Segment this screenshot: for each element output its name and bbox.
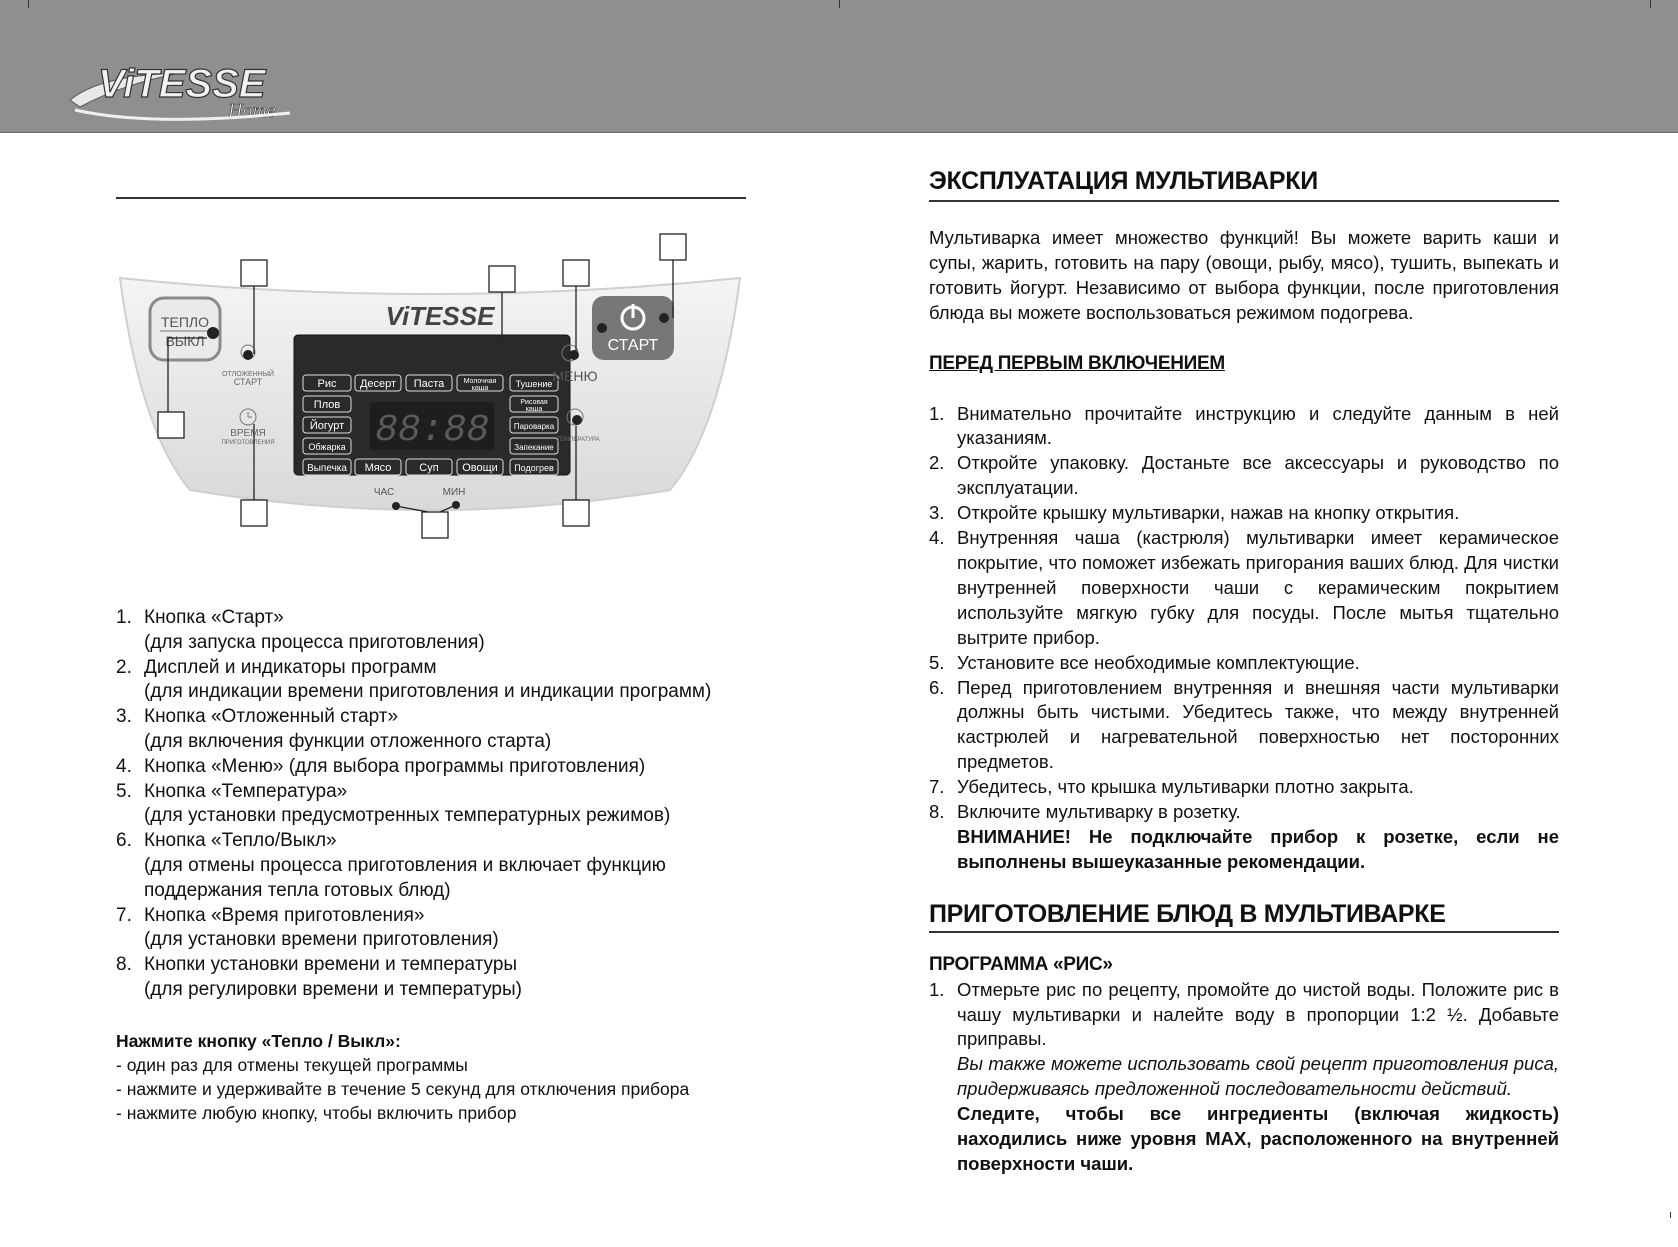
- note-title: Нажмите кнопку «Тепло / Выкл»:: [116, 1030, 401, 1051]
- cook-time-label: ВРЕМЯ: [230, 428, 266, 439]
- list-item: 1. Кнопка «Старт» (для запуска процесса приготовления): [116, 607, 485, 653]
- title-rule: [929, 200, 1559, 202]
- warm-label: ТЕПЛО: [160, 314, 210, 330]
- program-milk-porridge-2: каша: [471, 385, 489, 392]
- list-item: 1. Внимательно прочитайте инструкцию и следуйте данным в ней указаниям.: [929, 402, 1559, 449]
- temperature-label: ТЕМПЕРАТУРА: [556, 437, 600, 443]
- before-first-use-list: [929, 402, 1559, 875]
- rice-program-list: [929, 978, 1559, 1177]
- control-panel-diagram: [110, 230, 750, 580]
- list-item: 4. Кнопка «Меню» (для выбора программы приготовления): [116, 755, 646, 777]
- left-column: [116, 606, 756, 1125]
- program-vegetables: Овощи: [462, 462, 498, 474]
- before-first-use-title: ПЕРЕД ПЕРВЫМ ВКЛЮЧЕНИЕМ: [929, 352, 1225, 374]
- list-item: 3. Кнопка «Отложенный старт» (для включения функции отложенного старта): [116, 706, 552, 752]
- program-reheat: Подогрев: [514, 463, 554, 473]
- logo-sub-text: Home: [228, 100, 276, 122]
- bold-note: Следите, чтобы все ингредиенты (включая жидкость) находились ниже уровня MAX, расположенного на внутренней поверхности чаши.: [957, 1103, 1559, 1174]
- list-item: 4. Внутренняя чаша (кастрюля) мультиварки имеет керамическое покрытие, что поможет избежать пригорания ваших блюд. Для чистки внутренней поверхности чаши с керамическим покрытием используйте мягкую губку для посуды. После мытья тщательно вытрите прибор.: [929, 527, 1559, 648]
- italic-note: Вы также можете использовать свой рецепт приготовления риса, придерживаясь предложенной последовательности действий.: [957, 1053, 1559, 1100]
- start-label: СТАРТ: [607, 337, 659, 354]
- panel-brand: ViTESSE: [385, 301, 495, 331]
- program-dessert: Десерт: [359, 378, 397, 390]
- list-item: 8. Включите мультиварку в розетку. ВНИМАНИЕ! Не подключайте прибор к розетке, если не выполнены вышеуказанные рекомендации.: [929, 800, 1559, 875]
- delayed-start-label: ОТЛОЖЕННЫЙ: [222, 371, 274, 378]
- program-pasta: Паста: [413, 378, 445, 390]
- warning-text: ВНИМАНИЕ! Не подключайте прибор к розетке, если не выполнены вышеуказанные рекомендации.: [957, 825, 1559, 872]
- program-rice-porridge: Рисовая: [520, 399, 548, 406]
- program-rice-porridge-2: каша: [525, 406, 543, 413]
- cook-time-label-2: ПРИГОТОВЛЕНИЯ: [221, 440, 275, 446]
- cooking-section-title: ПРИГОТОВЛЕНИЕ БЛЮД В МУЛЬТИВАРКЕ: [929, 899, 1446, 928]
- program-stew: Тушение: [515, 379, 553, 389]
- program-steamer: Пароварка: [513, 422, 555, 431]
- program-pilaf: Плов: [313, 399, 341, 411]
- crop-mark: [28, 0, 29, 8]
- page-header: [0, 0, 1678, 133]
- program-meat: Мясо: [364, 462, 392, 474]
- section-title: ЭКСПЛУАТАЦИЯ МУЛЬТИВАРКИ: [929, 167, 1318, 195]
- note-line: - нажмите и удерживайте в течение 5 секунд для отключения прибора: [116, 1078, 690, 1099]
- program-rice: Рис: [317, 378, 337, 390]
- menu-label: МЕНЮ: [552, 368, 598, 384]
- list-item: 5. Кнопка «Температура» (для установки предусмотренных температурных режимов): [116, 780, 671, 827]
- list-item: 7. Убедитесь, что крышка мультиварки плотно закрыта.: [929, 776, 1414, 798]
- crop-mark: [1650, 0, 1651, 8]
- program-roast: Обжарка: [308, 442, 346, 452]
- delayed-start-label-2: СТАРТ: [233, 377, 263, 387]
- list-item: 5. Установите все необходимые комплектующие.: [929, 651, 1360, 673]
- hour-label: ЧАС: [373, 487, 395, 498]
- left-title-rule: [116, 197, 746, 199]
- crop-mark: [839, 0, 840, 8]
- vitesse-logo: [60, 55, 310, 125]
- program-milk-porridge: Молочная: [463, 378, 497, 385]
- program-soup: Суп: [419, 462, 439, 474]
- crop-mark: [1670, 1212, 1671, 1218]
- cooking-title-rule: [929, 931, 1559, 933]
- rice-program-title: ПРОГРАММА «РИС»: [929, 953, 1113, 975]
- list-item: 6. Кнопка «Тепло/Выкл» (для отмены процесса приготовления и включает функцию поддержания тепла готовых блюд): [116, 830, 666, 901]
- list-item: 7. Кнопка «Время приготовления» (для установки времени приготовления): [116, 904, 499, 951]
- list-item: 2. Откройте упаковку. Достаньте все аксессуары и руководство по эксплуатации.: [929, 452, 1559, 499]
- off-label: ВЫКЛ: [165, 333, 205, 349]
- program-yogurt: Йогурт: [309, 420, 345, 432]
- digital-display: 88:88: [374, 409, 490, 452]
- logo-text: ViTESSE: [98, 62, 266, 106]
- warm-off-note: [116, 1029, 756, 1125]
- program-bake: Запекание: [514, 443, 554, 452]
- right-column: [929, 166, 1559, 1177]
- list-item: 8. Кнопки установки времени и температуры (для регулировки времени и температуры): [116, 954, 522, 1000]
- list-item: 3. Откройте крышку мультиварки, нажав на кнопку открытия.: [929, 502, 1460, 524]
- min-label: МИН: [442, 487, 466, 498]
- list-item: 6. Перед приготовлением внутренняя и внешняя части мультиварки должны быть чистыми. Убедитесь также, что между внутренней кастрюлей и нагревательной поверхностью нет посторонних предметов.: [929, 676, 1559, 773]
- list-item: 2. Дисплей и индикаторы программ (для индикации времени приготовления и индикации программ): [116, 656, 712, 703]
- note-line: - один раз для отмены текущей программы: [116, 1054, 468, 1075]
- control-legend-list: [116, 606, 756, 1003]
- list-item: 1. Отмерьте рис по рецепту, промойте до чистой воды. Положите рис в чашу мультиварки и налейте воду в пропорции 1:2 ½. Добавьте приправы. Вы также можете использовать свой рецепт приготовления риса, придерживаясь предложенной последовательности действий. Следите, чтобы все ингредиенты (включая жидкость) находились ниже уровня MAX, расположенного на внутренней поверхности чаши.: [929, 978, 1559, 1177]
- intro-paragraph: Мультиварка имеет множество функций! Вы можете варить каши и супы, жарить, готовить на пару (овощи, рыбу, мясо), тушить, выпекать и готовить йогурт. Независимо от выбора функции, после приготовления блюда вы можете воспользоваться режимом подогрева.: [929, 227, 1559, 323]
- program-pastry: Выпечка: [307, 463, 347, 474]
- note-line: - нажмите любую кнопку, чтобы включить прибор: [116, 1102, 517, 1123]
